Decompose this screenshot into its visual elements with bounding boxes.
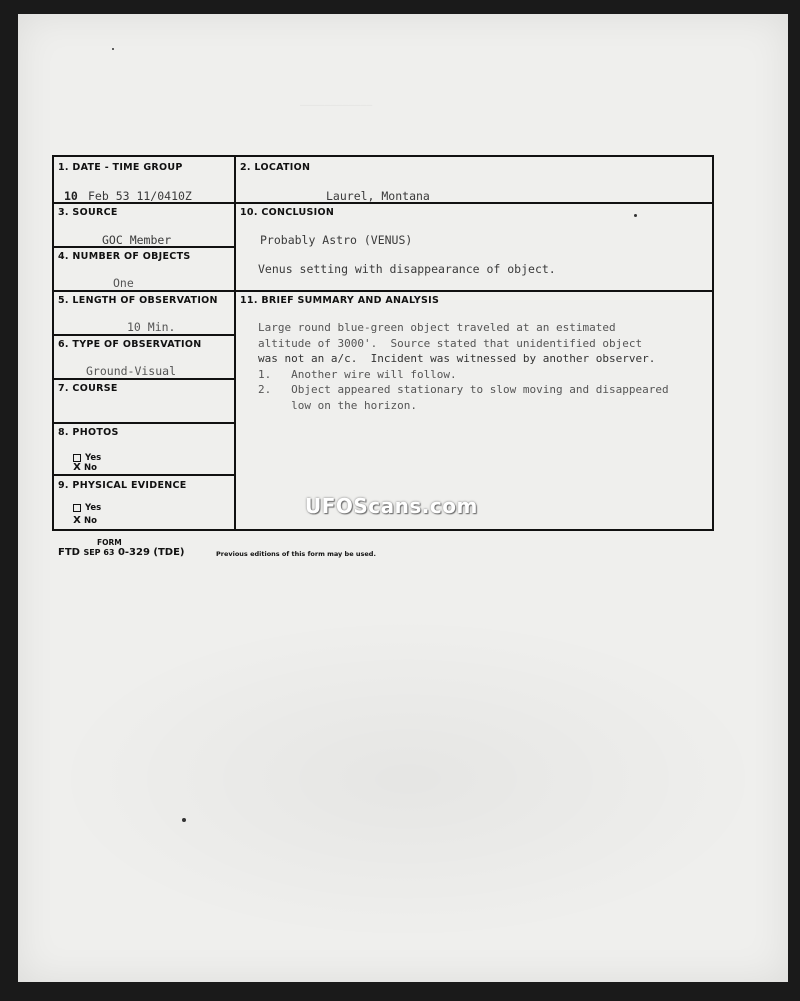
date-day-value: 10 [64, 189, 78, 203]
physical-evidence-yes-option: Yes [73, 503, 101, 513]
number-of-objects-label: 4. NUMBER OF OBJECTS [58, 251, 191, 262]
location-value: Laurel, Montana [326, 189, 430, 203]
summary-line: Large round blue-green object traveled at an estimated [258, 321, 616, 334]
form-word: FORM [97, 538, 122, 547]
physical-evidence-label: 9. PHYSICAL EVIDENCE [58, 480, 187, 491]
form-number: 0-329 (TDE) [117, 547, 185, 558]
physical-evidence-no-option: X No [73, 514, 97, 526]
date-time-value: Feb 53 11/0410Z [88, 189, 192, 203]
type-of-observation-value: Ground-Visual [86, 364, 177, 378]
summary-label: 11. BRIEF SUMMARY AND ANALYSIS [240, 295, 440, 306]
photos-yes-option: Yes [73, 453, 101, 463]
course-label: 7. COURSE [58, 383, 118, 394]
checkbox-empty-icon [73, 504, 81, 512]
source-label: 3. SOURCE [58, 207, 118, 218]
summary-line: 2. Object appeared stationary to slow moving and disappeared [258, 383, 669, 396]
conclusion-label: 10. CONCLUSION [240, 207, 335, 218]
checkbox-checked-icon: X [73, 514, 81, 526]
summary-line: was not an a/c. Incident was witnessed by another observer. [258, 352, 656, 365]
form-org: FTD [58, 547, 80, 558]
summary-text [258, 320, 718, 413]
watermark: UFOScans.com [305, 494, 478, 518]
bleed-through-text: ———————————— [300, 100, 373, 111]
ink-speck [112, 48, 114, 50]
form-date: SEP 63 [83, 548, 115, 557]
conclusion-value: Probably Astro (VENUS) [260, 233, 413, 247]
summary-line: 1. Another wire will follow. [258, 367, 457, 381]
photos-label: 8. PHOTOS [58, 427, 119, 438]
length-of-observation-value: 10 Min. [127, 320, 176, 334]
number-of-objects-value: One [113, 276, 134, 290]
conclusion-note: Venus setting with disappearance of object. [258, 262, 556, 276]
summary-line: altitude of 3000'. Source stated that unidentified object [258, 336, 643, 350]
type-of-observation-label: 6. TYPE OF OBSERVATION [58, 339, 202, 350]
checkbox-checked-icon: X [73, 461, 81, 473]
date-time-group-label: 1. DATE - TIME GROUP [58, 162, 183, 173]
ink-speck [634, 214, 637, 217]
location-label: 2. LOCATION [240, 162, 311, 173]
form-identifier [58, 547, 185, 558]
checkbox-empty-icon [73, 454, 81, 462]
summary-line: low on the horizon. [258, 398, 417, 412]
photos-no-option: X No [73, 461, 97, 473]
form-footnote: Previous editions of this form may be used. [216, 550, 376, 558]
source-value: GOC Member [102, 233, 172, 247]
ink-speck [182, 818, 186, 822]
length-of-observation-label: 5. LENGTH OF OBSERVATION [58, 295, 218, 306]
